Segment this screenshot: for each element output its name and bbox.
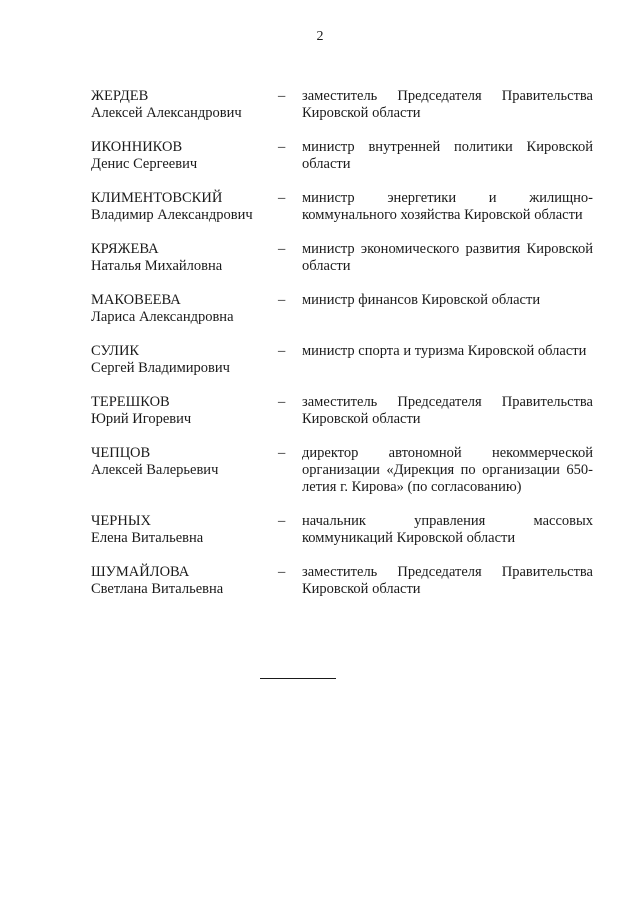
member-dash: –	[278, 139, 286, 155]
member-dash: –	[278, 190, 286, 206]
member-role: министр спорта и туризма Кировской области	[302, 343, 587, 359]
closing-rule	[260, 678, 336, 679]
member-row	[91, 343, 593, 377]
member-row	[91, 190, 593, 224]
member-row	[91, 394, 593, 428]
member-name	[91, 88, 278, 122]
member-name	[91, 394, 278, 428]
member-list	[91, 88, 593, 598]
member-name	[91, 241, 278, 275]
member-given-names: Алексей Александрович	[91, 105, 242, 121]
member-role: заместитель Председателя Правительства Кировской области	[302, 394, 593, 427]
member-row	[91, 139, 593, 173]
member-name	[91, 190, 278, 224]
member-name	[91, 292, 278, 326]
member-role: министр финансов Кировской области	[302, 292, 541, 308]
member-given-names: Алексей Валерьевич	[91, 462, 219, 478]
member-surname: ШУМАЙЛОВА	[91, 564, 190, 580]
member-dash: –	[278, 343, 286, 359]
member-dash: –	[278, 88, 286, 104]
member-dash: –	[278, 241, 286, 257]
member-role: директор автономной некоммерческой организации «Дирекция по организации 650-летия г. Кирова» (по согласованию)	[302, 445, 593, 495]
member-given-names: Елена Витальевна	[91, 530, 204, 546]
member-given-names: Денис Сергеевич	[91, 156, 198, 172]
member-surname: СУЛИК	[91, 343, 140, 359]
member-name	[91, 513, 278, 547]
member-role: министр энергетики и жилищно-коммунального хозяйства Кировской области	[302, 190, 593, 223]
member-role: министр экономического развития Кировской области	[302, 241, 593, 274]
member-name	[91, 564, 278, 598]
member-given-names: Наталья Михайловна	[91, 258, 223, 274]
member-surname: МАКОВЕЕВА	[91, 292, 181, 308]
member-dash: –	[278, 394, 286, 410]
member-row	[91, 88, 593, 122]
member-name	[91, 139, 278, 173]
member-role: министр внутренней политики Кировской области	[302, 139, 593, 172]
member-role: заместитель Председателя Правительства Кировской области	[302, 564, 593, 597]
member-given-names: Лариса Александровна	[91, 309, 234, 325]
member-surname: ЧЕПЦОВ	[91, 445, 151, 461]
member-dash: –	[278, 564, 286, 580]
member-row	[91, 513, 593, 547]
member-surname: ЧЕРНЫХ	[91, 513, 151, 529]
member-row	[91, 445, 593, 496]
member-surname: КЛИМЕНТОВСКИЙ	[91, 190, 223, 206]
member-row	[91, 292, 593, 326]
member-row	[91, 241, 593, 275]
member-dash: –	[278, 292, 286, 308]
member-given-names: Владимир Александрович	[91, 207, 253, 223]
member-dash: –	[278, 445, 286, 461]
member-surname: ЖЕРДЕВ	[91, 88, 149, 104]
member-role: начальник управления массовых коммуникаций Кировской области	[302, 513, 593, 546]
member-surname: ТЕРЕШКОВ	[91, 394, 170, 410]
member-name	[91, 445, 278, 479]
member-given-names: Сергей Владимирович	[91, 360, 230, 376]
member-surname: КРЯЖЕВА	[91, 241, 159, 257]
member-given-names: Светлана Витальевна	[91, 581, 224, 597]
member-dash: –	[278, 513, 286, 529]
member-name	[91, 343, 278, 377]
member-surname: ИКОННИКОВ	[91, 139, 183, 155]
member-given-names: Юрий Игоревич	[91, 411, 192, 427]
page-number: 2	[316, 29, 324, 44]
member-role: заместитель Председателя Правительства Кировской области	[302, 88, 593, 121]
member-row	[91, 564, 593, 598]
